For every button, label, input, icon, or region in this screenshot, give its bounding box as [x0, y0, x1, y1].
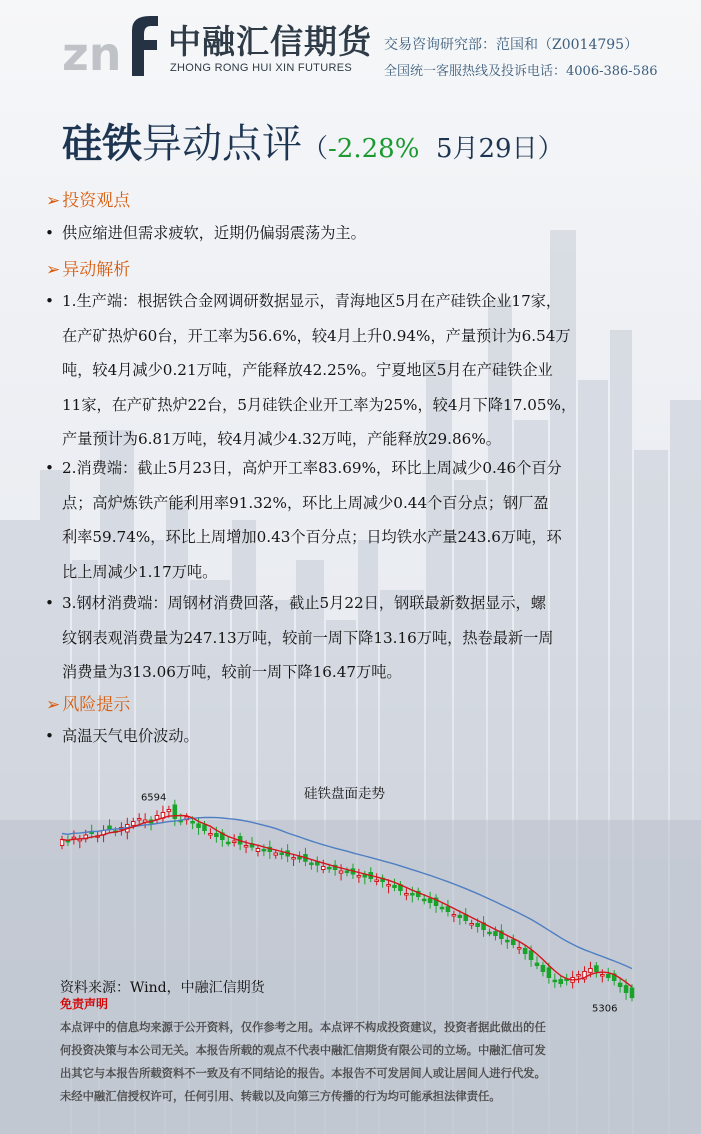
candle-body — [428, 899, 432, 903]
candle-body — [244, 846, 248, 848]
candle-body — [547, 968, 551, 978]
candle-body — [345, 871, 349, 873]
title-event: 异动点评 — [142, 121, 302, 167]
view-paragraph: • 供应缩进但需求疲软，近期仍偏弱震荡为主。 — [45, 216, 667, 251]
bullet-icon: • — [45, 594, 54, 612]
candle-body — [488, 932, 492, 934]
candle-body — [108, 826, 112, 829]
disclaimer-text: 本点评中的信息均来源于公开资料，仅作参考之用。本点评不构成投资建议，投资者据此做出的任 何投资决策与本公司无关。本报告所载的观点不代表中融汇信期货有限公司的立场。中融汇信可发 出其它与本报告所载资料不一致及有不同结论的报告。本报告不可发居间人或让居间人进行代发。 未经中融汇信授权许可，任何引用、转载以及向第三方传播的行为均可能承担法律责任。 — [60, 1020, 546, 1103]
chart-title: 硅铁盘面走势 — [304, 786, 385, 802]
candle-body — [393, 885, 397, 887]
candle-body — [262, 849, 266, 851]
candle-body — [167, 810, 171, 812]
candle-body — [256, 849, 260, 852]
candle-body — [458, 915, 462, 917]
candle-body — [357, 876, 361, 878]
candle-body — [476, 924, 480, 927]
candle-body — [387, 885, 391, 887]
low-label: 5306 — [592, 1003, 618, 1015]
candle-body — [203, 825, 207, 831]
bullet-icon: • — [45, 224, 54, 242]
data-source: 资料来源：Wind，中融汇信期货 — [60, 980, 265, 996]
candle-body — [452, 915, 456, 917]
candle-body — [327, 867, 331, 869]
candle-body — [618, 983, 622, 986]
department-analyst: 交易咨询研究部：范国和（Z0014795） — [384, 37, 639, 53]
candle-body — [470, 924, 474, 926]
candle-body — [280, 853, 284, 855]
title-change: -2.28% — [328, 134, 420, 164]
arrow-icon: ➢ — [46, 191, 61, 211]
candle-body — [137, 819, 141, 821]
candle-body — [529, 951, 533, 960]
arrow-icon: ➢ — [46, 260, 61, 280]
ma-long-line — [62, 818, 632, 969]
candle-body — [446, 907, 450, 912]
title-product: 硅铁 — [62, 121, 142, 167]
company-name-cn: 中融汇信期货 — [168, 22, 372, 61]
risk-paragraph: • 高温天气电价波动。 — [45, 719, 667, 754]
company-name-en: ZHONG RONG HUI XIN FUTURES — [170, 62, 352, 74]
candle-body — [440, 907, 444, 909]
analysis-item-2: • 2.消费端：截止5月23日，高炉开工率83.69%，环比上周减少0.46个百分 点；高炉炼铁产能利用率91.32%，环比上周减少0.44个百分点；钢厂盈 利率59.74%，环比上周增加0.43个百分点；日均铁水产量243.6万吨，环 比上周减少1.17万吨。 — [45, 451, 667, 589]
candle-body — [375, 880, 379, 882]
section-investment-view: ➢ 投资观点 — [46, 191, 131, 211]
title-date: 5月29日 — [435, 134, 538, 164]
candle-body — [197, 824, 201, 828]
candle-body — [209, 834, 213, 836]
candle-body — [523, 948, 527, 953]
candle-body — [541, 966, 545, 972]
disclaimer-title: 免责声明 — [60, 997, 109, 1011]
candle-body — [577, 975, 581, 977]
section-analysis: ➢ 异动解析 — [46, 260, 131, 280]
candle-body — [517, 948, 521, 950]
candle-body — [624, 986, 628, 993]
candle-body — [559, 980, 563, 984]
candle-body — [310, 863, 314, 865]
analysis-item-3: • 3.钢材消费端：周钢材消费回落，截止5月22日，钢联最新数据显示，螺 纹钢表观消费量为247.13万吨，较前一周下降13.16万吨，热卷最新一周 消费量为313.06万吨，较前一周下降16.47万吨。 — [45, 586, 667, 690]
company-logo — [62, 12, 162, 76]
report-title — [62, 112, 564, 169]
bullet-icon: • — [45, 459, 54, 477]
candle-body — [535, 963, 539, 965]
report-header — [0, 0, 701, 95]
high-label: 6594 — [140, 792, 167, 804]
candle-body — [131, 822, 135, 826]
candle-body — [292, 858, 296, 860]
candle-body — [226, 842, 230, 844]
candle-body — [339, 871, 343, 873]
candle-body — [606, 975, 610, 978]
candle-body — [589, 969, 593, 973]
section-risk: ➢ 风险提示 — [46, 695, 131, 715]
candle-body — [422, 899, 426, 901]
bullet-icon: • — [45, 292, 54, 310]
bullet-icon: • — [45, 727, 54, 745]
candle-body — [274, 853, 278, 855]
candle-body — [321, 867, 325, 870]
candle-body — [553, 980, 557, 982]
candle-body — [595, 966, 599, 972]
candle-body — [215, 834, 219, 837]
ma-short-line — [62, 816, 632, 987]
arrow-icon: ➢ — [46, 695, 61, 715]
candle-body — [601, 975, 605, 977]
candle-body — [60, 840, 64, 846]
hotline: 全国统一客服热线及投诉电话：4006-386-586 — [384, 64, 658, 79]
title-paren-close: ） — [537, 134, 564, 164]
svg-text:zn: zn — [62, 27, 122, 76]
candle-body — [506, 940, 510, 942]
analysis-item-1: • 1.生产端：根据铁合金网调研数据显示，青海地区5月在产硅铁企业17家， 在产矿热炉60台，开工率为56.6%，较4月上升0.94%，产量预计为6.54万 吨，较4月减少0.21万吨，产能释放42.25%。宁夏地区5月在产硅铁企业 11家，在产矿热炉22台，5月硅铁企业开工率为25%，较4月下降17.05%， 产量预计为6.81万吨，较4月减少4.32万吨，产能释放29.86%。 — [45, 284, 667, 457]
candle-body — [511, 940, 515, 945]
candle-body — [630, 988, 634, 998]
candle-body — [405, 894, 409, 896]
candle-body — [411, 894, 415, 896]
candle-body — [494, 932, 498, 936]
candle-body — [232, 841, 236, 843]
candle-body — [191, 822, 195, 824]
title-paren-open: （ — [302, 134, 329, 164]
